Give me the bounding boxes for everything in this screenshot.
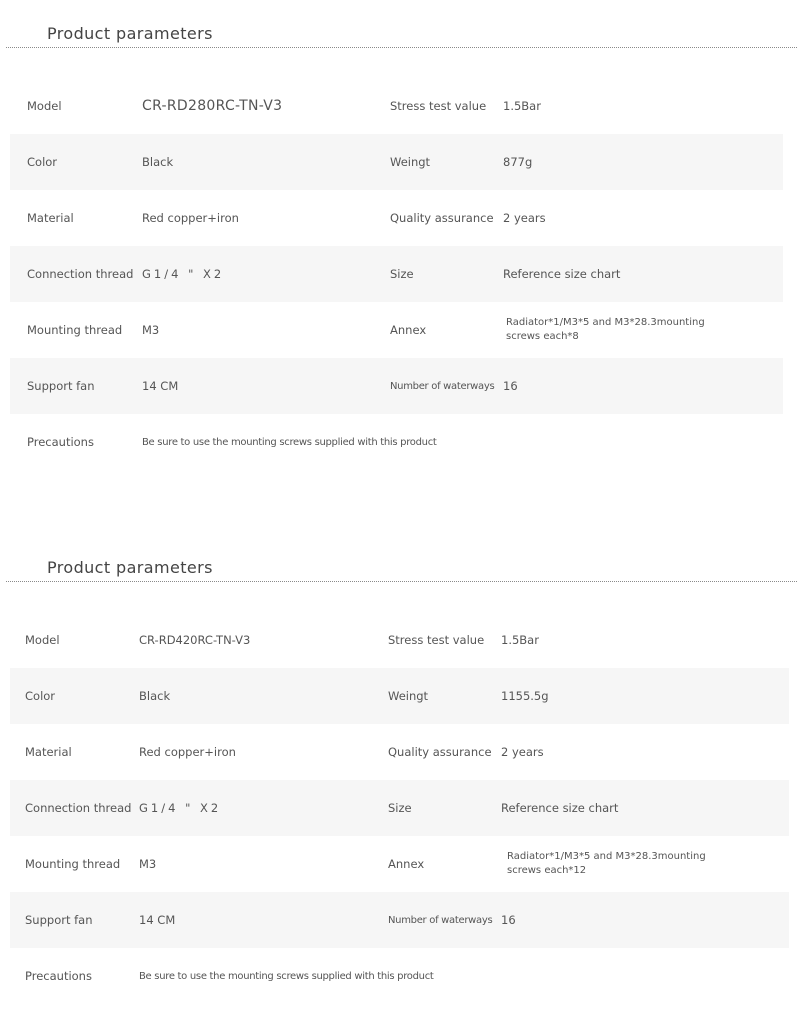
table-row-fan — [10, 892, 789, 948]
label-connection-thread: Connection thread — [27, 267, 134, 281]
table-row-fan — [10, 358, 783, 414]
label-size: Size — [388, 801, 412, 815]
table-row-material — [10, 190, 783, 246]
label-color: Color — [27, 155, 58, 169]
value-support-fan: 14 CM — [139, 913, 176, 927]
label-mounting-thread: Mounting thread — [25, 857, 121, 871]
value-connection-thread: G1/4 " X2 — [142, 267, 225, 281]
table-row-material — [10, 724, 789, 780]
table-row-mounting — [10, 302, 783, 358]
table-row-connection — [10, 246, 783, 302]
label-annex: Annex — [388, 857, 425, 871]
value-color: Black — [139, 689, 171, 703]
value-mounting-thread: M3 — [142, 323, 160, 337]
table-row-color — [10, 668, 789, 724]
value-material: Red copper+iron — [139, 745, 236, 759]
label-quality: Quality assurance — [390, 211, 494, 225]
section-title: Product parameters — [47, 558, 213, 577]
label-weight: Weingt — [390, 155, 431, 169]
value-stress-test: 1.5Bar — [503, 99, 541, 113]
value-precautions: Be sure to use the mounting screws supplied with this product — [142, 436, 437, 448]
value-connection-thread: G1/4 " X2 — [139, 801, 222, 815]
value-annex: Radiator*1/M3*5 and M3*28.3mounting screws each*8 — [506, 317, 705, 342]
label-mounting-thread: Mounting thread — [27, 323, 123, 337]
label-material: Material — [25, 745, 72, 759]
parameters-table — [10, 78, 783, 470]
label-material: Material — [27, 211, 74, 225]
value-quality: 2 years — [503, 211, 546, 225]
label-quality: Quality assurance — [388, 745, 492, 759]
section-divider — [6, 581, 797, 582]
label-connection-thread: Connection thread — [25, 801, 132, 815]
label-waterways: Number of waterways — [388, 914, 493, 926]
value-model: CR-RD420RC-TN-V3 — [139, 633, 251, 647]
table-row-precautions — [10, 948, 789, 1004]
label-stress-test: Stress test value — [388, 633, 485, 647]
value-precautions: Be sure to use the mounting screws supplied with this product — [139, 970, 434, 982]
label-model: Model — [25, 633, 60, 647]
value-model: CR-RD280RC-TN-V3 — [142, 98, 283, 114]
label-model: Model — [27, 99, 62, 113]
label-precautions: Precautions — [27, 435, 94, 449]
parameters-table — [10, 612, 789, 1004]
value-support-fan: 14 CM — [142, 379, 179, 393]
value-quality: 2 years — [501, 745, 544, 759]
label-precautions: Precautions — [25, 969, 92, 983]
label-weight: Weingt — [388, 689, 429, 703]
value-mounting-thread: M3 — [139, 857, 157, 871]
table-row-color — [10, 134, 783, 190]
label-support-fan: Support fan — [27, 379, 95, 393]
table-row-model — [10, 78, 783, 134]
value-size: Reference size chart — [503, 267, 621, 281]
label-waterways: Number of waterways — [390, 380, 495, 392]
table-row-connection — [10, 780, 789, 836]
label-annex: Annex — [390, 323, 427, 337]
label-stress-test: Stress test value — [390, 99, 487, 113]
table-row-mounting — [10, 836, 789, 892]
table-row-model — [10, 612, 789, 668]
value-color: Black — [142, 155, 174, 169]
value-weight: 877g — [503, 155, 533, 169]
value-material: Red copper+iron — [142, 211, 239, 225]
value-weight: 1155.5g — [501, 689, 549, 703]
value-waterways: 16 — [501, 913, 516, 927]
value-waterways: 16 — [503, 379, 518, 393]
table-row-precautions — [10, 414, 783, 470]
value-size: Reference size chart — [501, 801, 619, 815]
label-support-fan: Support fan — [25, 913, 93, 927]
section-divider — [6, 47, 797, 48]
label-size: Size — [390, 267, 414, 281]
value-stress-test: 1.5Bar — [501, 633, 539, 647]
value-annex: Radiator*1/M3*5 and M3*28.3mounting screws each*12 — [507, 851, 706, 876]
label-color: Color — [25, 689, 56, 703]
section-title: Product parameters — [47, 24, 213, 43]
